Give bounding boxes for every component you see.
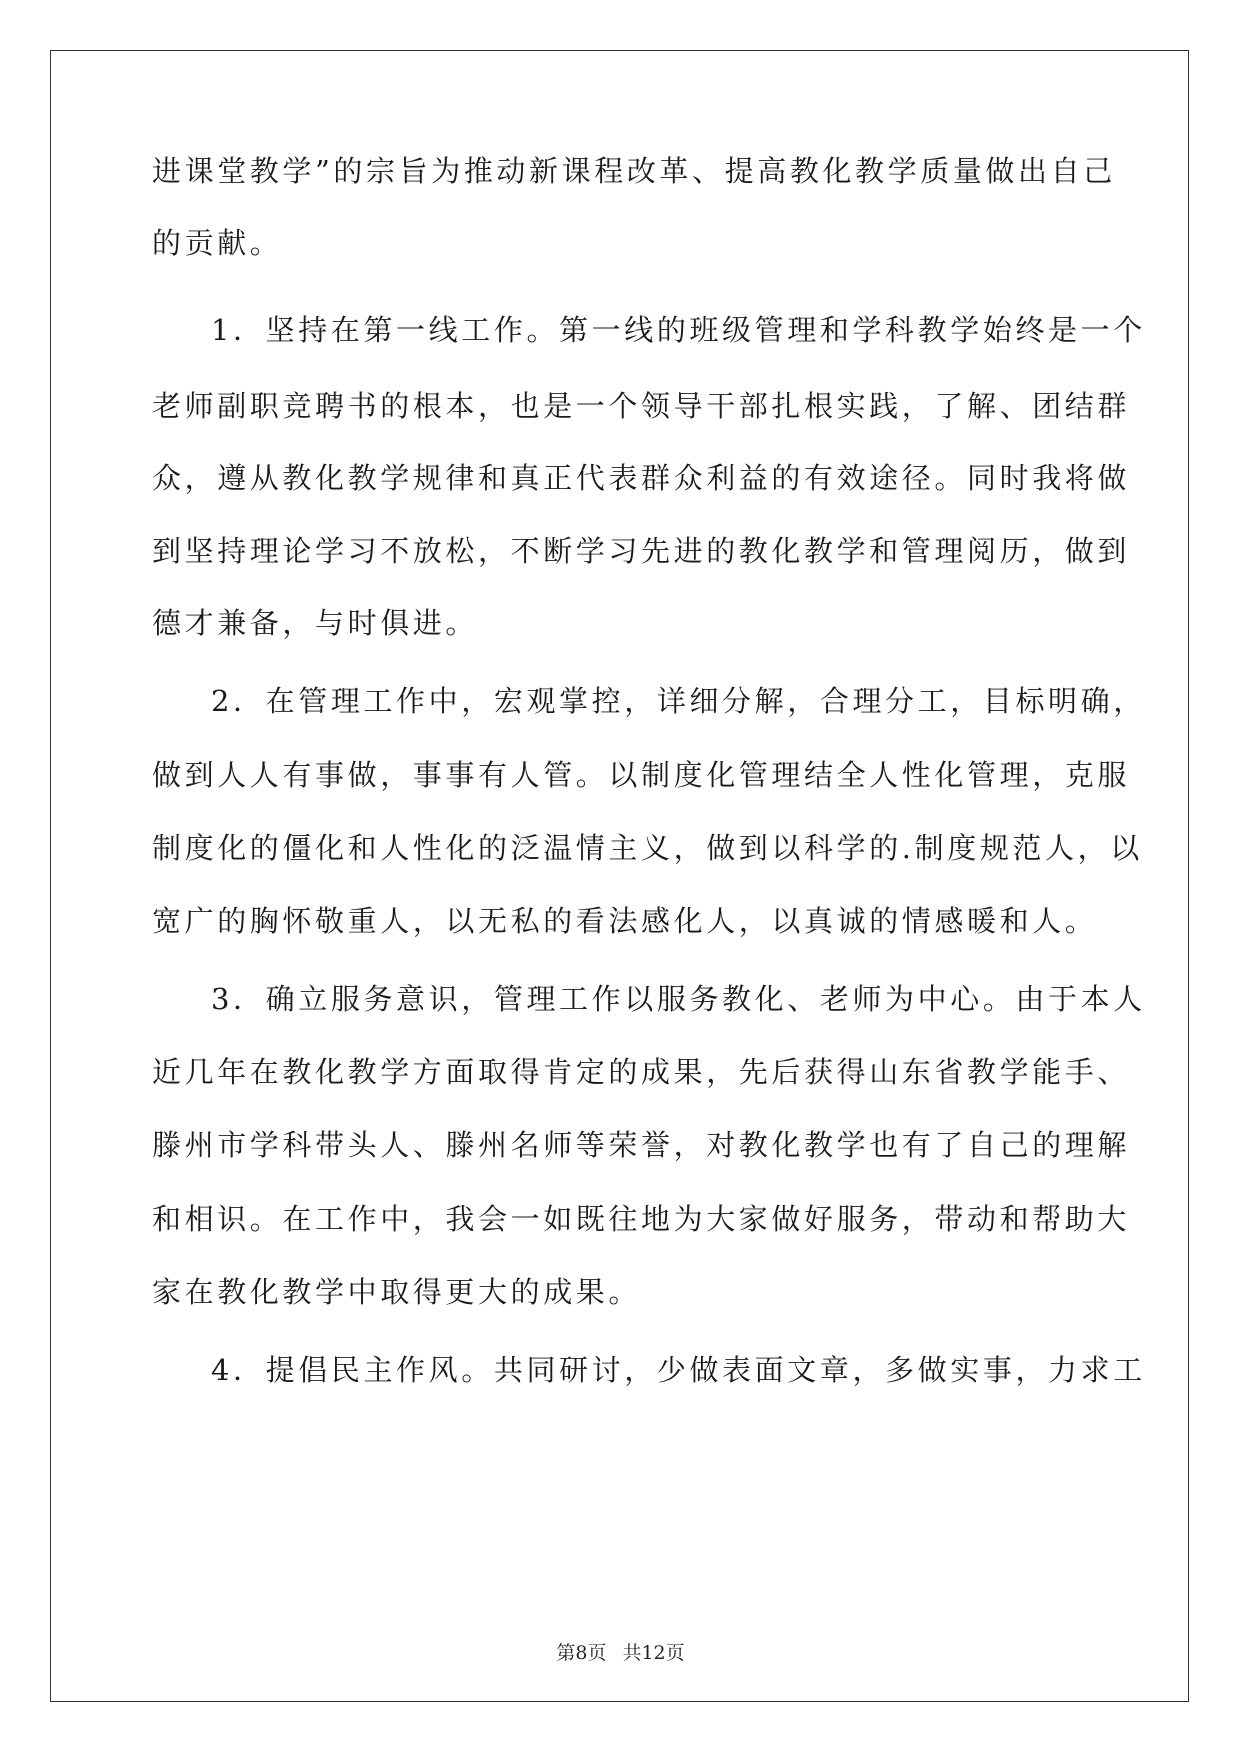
text-line: 宽广的胸怀敬重人，以无私的看法感化人，以真诚的情感暖和人。 — [152, 904, 1098, 938]
text-line: 近几年在教化教学方面取得肯定的成果，先后获得山东省教学能手、 — [152, 1055, 1131, 1089]
text-line: 和相识。在工作中，我会一如既往地为大家做好服务，带动和帮助大 — [152, 1202, 1131, 1236]
text-line: 德才兼备，与时俱进。 — [152, 606, 479, 640]
text-line: 老师副职竞聘书的根本，也是一个领导干部扎根实践，了解、团结群 — [152, 389, 1131, 423]
paragraph-item-4: 4．提倡民主作风。共同研讨，少做表面文章，多做实事，力求工 — [211, 1353, 1146, 1387]
text-line: 做到人人有事做，事事有人管。以制度化管理结全人性化管理，克服 — [152, 758, 1131, 792]
page-footer — [0, 1638, 1241, 1665]
page-number-total: 共12页 — [622, 1642, 685, 1664]
page-border — [50, 50, 1189, 1702]
text-line: 众，遵从教化教学规律和真正代表群众利益的有效途径。同时我将做 — [152, 461, 1131, 495]
text-line: 制度化的僵化和人性化的泛温情主义，做到以科学的.制度规范人，以 — [152, 831, 1143, 865]
text-line: 滕州市学科带头人、滕州名师等荣誉，对教化教学也有了自己的理解 — [152, 1128, 1131, 1162]
paragraph-item-2: 2．在管理工作中，宏观掌控，详细分解，合理分工，目标明确， — [211, 684, 1146, 718]
paragraph-item-3: 3．确立服务意识，管理工作以服务教化、老师为中心。由于本人 — [211, 982, 1146, 1016]
text-line: 进课堂教学”的宗旨为推动新课程改革、提高教化教学质量做出自己 — [152, 154, 1116, 188]
page-number-current: 第8页 — [556, 1642, 607, 1664]
paragraph-item-1: 1．坚持在第一线工作。第一线的班级管理和学科教学始终是一个 — [211, 313, 1146, 347]
text-line: 家在教化教学中取得更大的成果。 — [152, 1275, 642, 1309]
text-line: 的贡献。 — [152, 226, 283, 260]
text-line: 到坚持理论学习不放松，不断学习先进的教化教学和管理阅历，做到 — [152, 534, 1131, 568]
